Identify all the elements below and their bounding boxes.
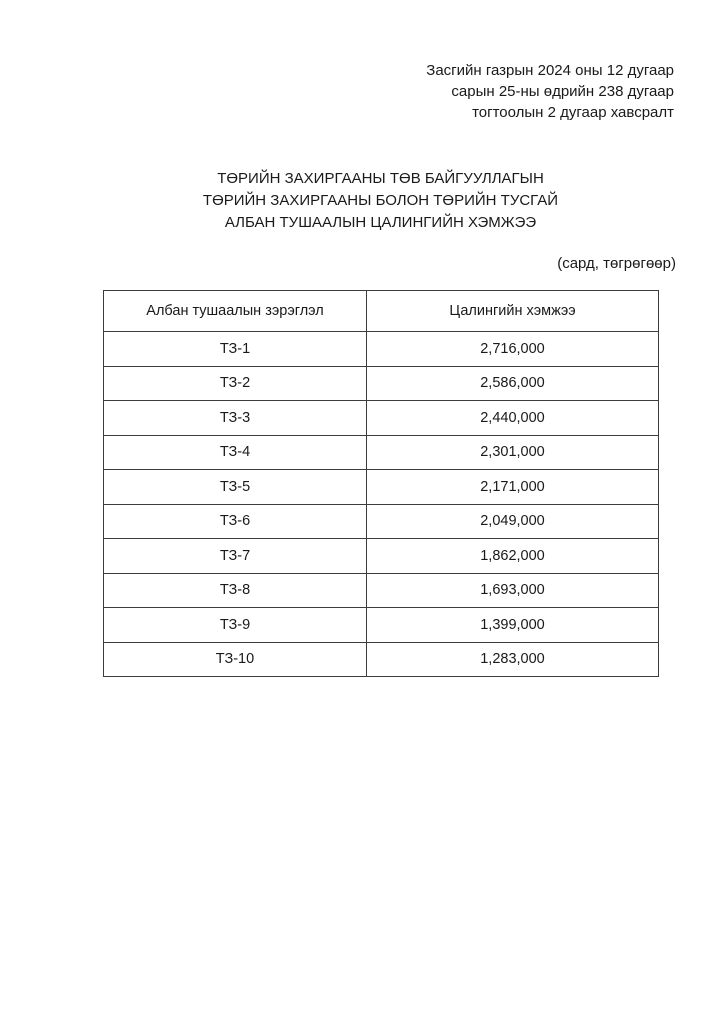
column-header-grade: Албан тушаалын зэрэглэл xyxy=(104,291,367,332)
grade-cell: ТЗ-9 xyxy=(104,608,367,643)
document-title-line: АЛБАН ТУШААЛЫН ЦАЛИНГИЙН ХЭМЖЭЭ xyxy=(224,214,537,231)
table-row xyxy=(104,435,659,470)
salary-table xyxy=(103,290,659,677)
table-header-row xyxy=(104,291,659,332)
table-row xyxy=(104,608,659,643)
grade-cell: ТЗ-1 xyxy=(104,332,367,367)
grade-cell: ТЗ-10 xyxy=(104,642,367,677)
unit-note: (сард, төгрөгөөр) xyxy=(557,255,676,272)
table-row xyxy=(104,332,659,367)
grade-cell: ТЗ-8 xyxy=(104,573,367,608)
appendix-note-line: сарын 25-ны өдрийн 238 дугаар xyxy=(451,83,674,100)
salary-cell: 2,586,000 xyxy=(367,366,659,401)
salary-cell: 2,301,000 xyxy=(367,435,659,470)
column-header-salary: Цалингийн хэмжээ xyxy=(367,291,659,332)
appendix-note xyxy=(426,60,674,123)
salary-cell: 1,399,000 xyxy=(367,608,659,643)
appendix-note-line: Засгийн газрын 2024 оны 12 дугаар xyxy=(426,62,674,79)
salary-cell: 1,283,000 xyxy=(367,642,659,677)
salary-cell: 2,171,000 xyxy=(367,470,659,505)
grade-cell: ТЗ-2 xyxy=(104,366,367,401)
document-title-line: ТӨРИЙН ЗАХИРГААНЫ ТӨВ БАЙГУУЛЛАГЫН xyxy=(217,170,544,187)
document-title-line: ТӨРИЙН ЗАХИРГААНЫ БОЛОН ТӨРИЙН ТУСГАЙ xyxy=(202,192,559,209)
grade-cell: ТЗ-7 xyxy=(104,539,367,574)
document-title xyxy=(103,168,658,234)
salary-cell: 1,862,000 xyxy=(367,539,659,574)
salary-cell: 2,049,000 xyxy=(367,504,659,539)
table-row xyxy=(104,401,659,436)
salary-cell: 2,440,000 xyxy=(367,401,659,436)
table-row xyxy=(104,470,659,505)
table-row xyxy=(104,642,659,677)
table-row xyxy=(104,539,659,574)
grade-cell: ТЗ-6 xyxy=(104,504,367,539)
table-row xyxy=(104,573,659,608)
table-row xyxy=(104,504,659,539)
grade-cell: ТЗ-5 xyxy=(104,470,367,505)
salary-cell: 2,716,000 xyxy=(367,332,659,367)
table-row xyxy=(104,366,659,401)
salary-cell: 1,693,000 xyxy=(367,573,659,608)
appendix-note-line: тогтоолын 2 дугаар хавсралт xyxy=(472,104,674,121)
grade-cell: ТЗ-4 xyxy=(104,435,367,470)
grade-cell: ТЗ-3 xyxy=(104,401,367,436)
